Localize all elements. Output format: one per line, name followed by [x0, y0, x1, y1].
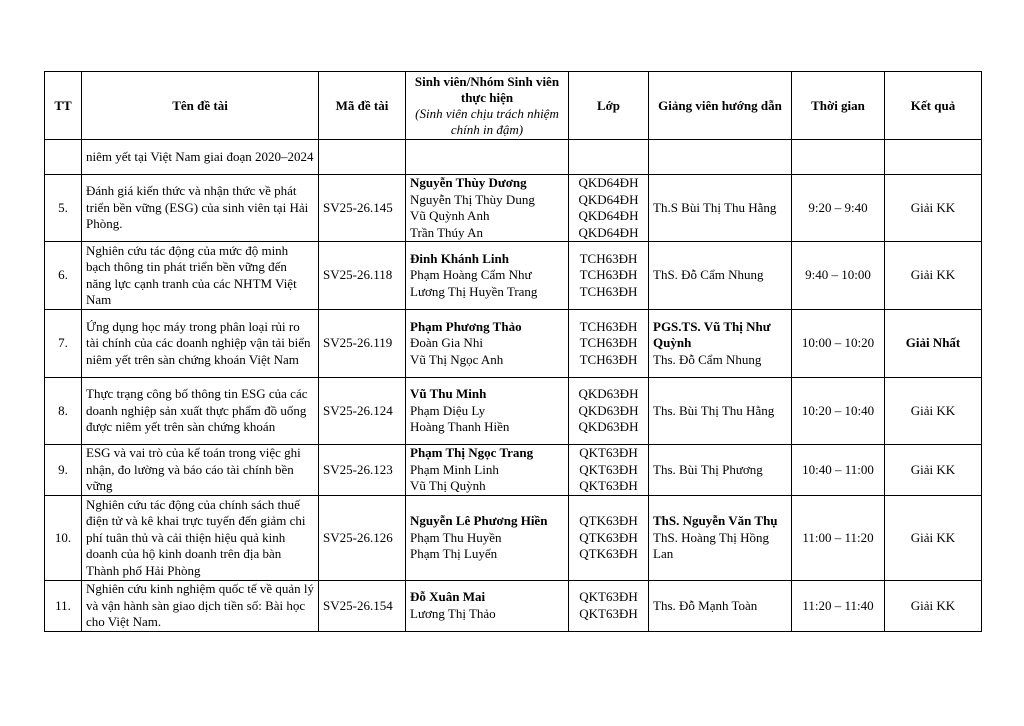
- class-code: QKD63ĐH: [578, 402, 639, 418]
- cell-topic: Ứng dụng học máy trong phân loại rủi ro tài chính của các doanh nghiệp vận tải biển niêm yết trên sàn chứng khoán Việt Nam: [82, 310, 319, 378]
- cell-tt: 9.: [45, 445, 82, 496]
- cell-advisor: [649, 310, 792, 378]
- class-code: QKD64ĐH: [578, 224, 639, 240]
- student-name: Phạm Thu Huyền: [410, 529, 502, 545]
- class-code: QKT63ĐH: [579, 478, 638, 494]
- continuation-row: [45, 140, 982, 175]
- advisor-name: Ths. Đỗ Cẩm Nhung: [653, 351, 762, 367]
- cell-class: [569, 496, 649, 581]
- cell-time: [792, 140, 885, 175]
- header-students-note: (Sinh viên chịu trách nhiệm chính in đậm): [415, 105, 559, 137]
- advisor-name: PGS.TS. Vũ Thị Như Quỳnh: [653, 318, 771, 351]
- student-name: Phạm Phương Thảo: [410, 318, 522, 334]
- cell-class: [569, 310, 649, 378]
- student-name: Nguyễn Thùy Dương: [410, 175, 527, 190]
- advisor-name: Ths. Bùi Thị Phương: [653, 461, 763, 477]
- student-name: Nguyễn Lê Phương Hiền: [410, 513, 548, 529]
- class-code: TCH63ĐH: [579, 250, 638, 266]
- cell-students: [406, 445, 569, 496]
- cell-result: [885, 140, 982, 175]
- cell-students: [406, 310, 569, 378]
- cell-advisor: [649, 140, 792, 175]
- cell-students: [406, 378, 569, 445]
- cell-result: Giải Nhất: [885, 310, 982, 378]
- cell-result: Giải KK: [885, 175, 982, 242]
- cell-topic: Nghiên cứu tác động của mức độ minh bạch thông tin phát triển bền vững đến năng lực cạnh tranh của các NHTM Việt Nam: [82, 242, 319, 310]
- header-students: [406, 72, 569, 140]
- table-row: [45, 496, 982, 581]
- header-class: Lớp: [569, 72, 649, 140]
- student-name: Đoàn Gia Nhi: [410, 335, 483, 351]
- class-code: QKT63ĐH: [579, 445, 638, 461]
- class-code: QTK63ĐH: [579, 546, 638, 562]
- cell-advisor: [649, 581, 792, 632]
- student-name: Vũ Quỳnh Anh: [410, 208, 490, 223]
- class-code: QTK63ĐH: [579, 529, 638, 545]
- cell-time: 11:20 – 11:40: [792, 581, 885, 632]
- table-row: [45, 175, 982, 242]
- student-name: Vũ Thị Quỳnh: [410, 478, 486, 494]
- cell-time: 10:00 – 10:20: [792, 310, 885, 378]
- cell-tt: [45, 140, 82, 175]
- class-code: TCH63ĐH: [579, 351, 638, 367]
- table-row: [45, 378, 982, 445]
- header-topic: Tên đề tài: [82, 72, 319, 140]
- student-name: Phạm Minh Linh: [410, 461, 499, 477]
- cell-students: [406, 175, 569, 242]
- header-tt: TT: [45, 72, 82, 140]
- class-code: QKD64ĐH: [578, 175, 639, 190]
- header-result: Kết quả: [885, 72, 982, 140]
- cell-code: [319, 140, 406, 175]
- cell-advisor: [649, 496, 792, 581]
- class-code: QTK63ĐH: [579, 513, 638, 529]
- cell-code: SV25-26.124: [319, 378, 406, 445]
- cell-code: SV25-26.126: [319, 496, 406, 581]
- advisor-name: ThS. Hoàng Thị Hồng Lan: [653, 529, 770, 562]
- cell-tt: 7.: [45, 310, 82, 378]
- results-table: [44, 71, 982, 632]
- student-name: Vũ Thị Ngọc Anh: [410, 351, 504, 367]
- student-name: Phạm Diệu Ly: [410, 402, 486, 418]
- header-time: Thời gian: [792, 72, 885, 140]
- advisor-name: Th.S Bùi Thị Thu Hằng: [653, 199, 777, 215]
- student-name: Phạm Thị Ngọc Trang: [410, 445, 534, 461]
- cell-advisor: [649, 175, 792, 242]
- student-name: Trần Thúy An: [410, 224, 483, 240]
- advisor-name: ThS. Đỗ Cẩm Nhung: [653, 267, 764, 283]
- cell-topic: ESG và vai trò của kế toán trong việc ghi nhận, đo lường và báo cáo tài chính bền vững: [82, 445, 319, 496]
- student-name: Vũ Thu Minh: [410, 386, 487, 402]
- header-advisor: Giảng viên hướng dẫn: [649, 72, 792, 140]
- cell-tt: 5.: [45, 175, 82, 242]
- student-name: Hoàng Thanh Hiền: [410, 419, 510, 435]
- cell-tt: 11.: [45, 581, 82, 632]
- class-code: QKT63ĐH: [579, 589, 638, 605]
- cell-code: SV25-26.118: [319, 242, 406, 310]
- cell-tt: 8.: [45, 378, 82, 445]
- cell-time: 9:40 – 10:00: [792, 242, 885, 310]
- student-name: Nguyễn Thị Thùy Dung: [410, 191, 535, 207]
- class-code: TCH63ĐH: [579, 318, 638, 334]
- table-row: [45, 242, 982, 310]
- class-code: TCH63ĐH: [579, 335, 638, 351]
- advisor-name: Ths. Đỗ Mạnh Toàn: [653, 597, 758, 613]
- cell-class: [569, 140, 649, 175]
- student-name: Đỗ Xuân Mai: [410, 589, 486, 605]
- cell-code: SV25-26.119: [319, 310, 406, 378]
- cell-students: [406, 496, 569, 581]
- cell-code: SV25-26.145: [319, 175, 406, 242]
- class-code: QKT63ĐH: [579, 605, 638, 621]
- student-name: Lương Thị Thảo: [410, 605, 496, 621]
- table-row: [45, 445, 982, 496]
- class-code: QKD64ĐH: [578, 191, 639, 207]
- header-code: Mã đề tài: [319, 72, 406, 140]
- cell-code: SV25-26.123: [319, 445, 406, 496]
- cell-class: [569, 581, 649, 632]
- cell-time: 11:00 – 11:20: [792, 496, 885, 581]
- cell-topic: Nghiên cứu kinh nghiệm quốc tế về quản lý và vận hành sàn giao dịch tiền số: Bài học cho Việt Nam.: [82, 581, 319, 632]
- cell-result: Giải KK: [885, 496, 982, 581]
- cell-students: [406, 242, 569, 310]
- cell-topic: Đánh giá kiến thức và nhận thức về phát triển bền vững (ESG) của sinh viên tại Hải Phòng.: [82, 175, 319, 242]
- cell-time: 10:20 – 10:40: [792, 378, 885, 445]
- cell-result: Giải KK: [885, 242, 982, 310]
- student-name: Đinh Khánh Linh: [410, 250, 510, 266]
- cell-time: 9:20 – 9:40: [792, 175, 885, 242]
- cell-result: Giải KK: [885, 445, 982, 496]
- table-row: [45, 581, 982, 632]
- cell-tt: 6.: [45, 242, 82, 310]
- class-code: TCH63ĐH: [579, 267, 638, 283]
- table-row: [45, 310, 982, 378]
- class-code: QKD64ĐH: [578, 208, 639, 223]
- cell-advisor: [649, 445, 792, 496]
- cell-advisor: [649, 378, 792, 445]
- cell-topic: Nghiên cứu tác động của chính sách thuế điện tử và kê khai trực tuyến đến giảm chi phí tuân thủ và cải thiện hiệu quả kinh doanh của hộ kinh doanh trên địa bàn Thành phố Hải Phòng: [82, 496, 319, 581]
- header-row: [45, 72, 982, 140]
- class-code: QKD63ĐH: [578, 386, 639, 402]
- cell-class: [569, 242, 649, 310]
- student-name: Lương Thị Huyền Trang: [410, 283, 538, 299]
- cell-class: [569, 445, 649, 496]
- cell-code: SV25-26.154: [319, 581, 406, 632]
- cell-time: 10:40 – 11:00: [792, 445, 885, 496]
- class-code: QKT63ĐH: [579, 461, 638, 477]
- cell-topic: niêm yết tại Việt Nam giai đoạn 2020–2024: [82, 140, 319, 175]
- cell-class: [569, 175, 649, 242]
- student-name: Phạm Thị Luyến: [410, 546, 498, 562]
- cell-students: [406, 140, 569, 175]
- cell-topic: Thực trạng công bố thông tin ESG của các doanh nghiệp sản xuất thực phẩm đồ uống được niêm yết trên sàn chứng khoán: [82, 378, 319, 445]
- cell-class: [569, 378, 649, 445]
- cell-result: Giải KK: [885, 378, 982, 445]
- cell-tt: 10.: [45, 496, 82, 581]
- advisor-name: ThS. Nguyễn Văn Thụ: [653, 513, 778, 529]
- cell-result: Giải KK: [885, 581, 982, 632]
- class-code: QKD63ĐH: [578, 419, 639, 435]
- advisor-name: Ths. Bùi Thị Thu Hằng: [653, 402, 775, 418]
- cell-advisor: [649, 242, 792, 310]
- class-code: TCH63ĐH: [579, 283, 638, 299]
- header-students-label: Sinh viên/Nhóm Sinh viên thực hiện: [414, 73, 560, 105]
- cell-students: [406, 581, 569, 632]
- student-name: Phạm Hoàng Cẩm Như: [410, 267, 532, 283]
